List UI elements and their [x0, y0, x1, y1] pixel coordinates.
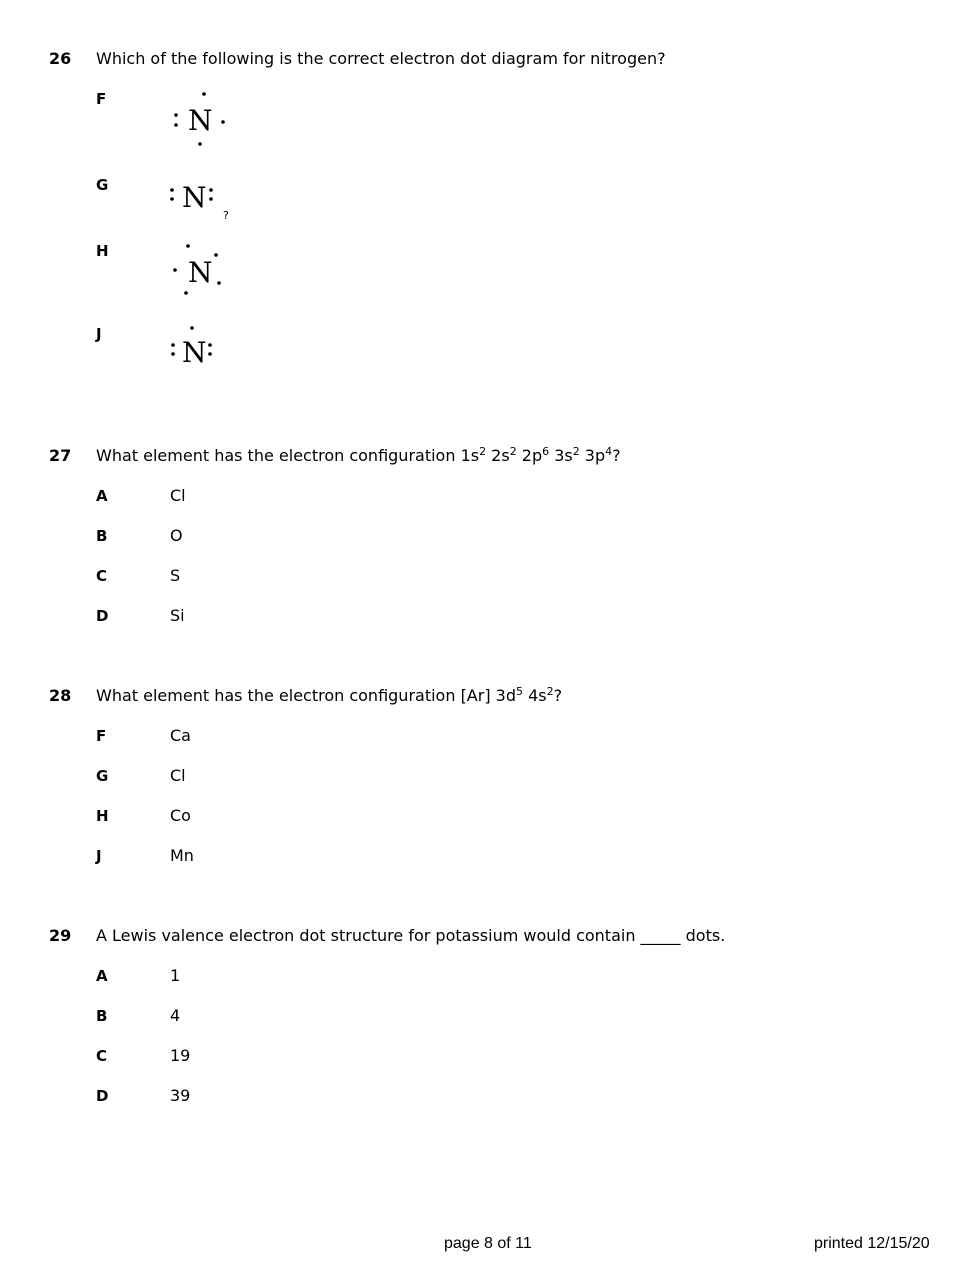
option-answer-29-c: 19 [170, 1046, 191, 1065]
printed-date: printed 12/15/20 [814, 1235, 930, 1252]
question-mark-note: ? [223, 209, 229, 222]
option-letter-28-f: F [96, 727, 107, 745]
element-symbol: N [188, 256, 213, 289]
option-answer-29-b: 4 [170, 1006, 181, 1025]
option-answer-27-a: Cl [170, 486, 186, 505]
question-text-28: What element has the electron configuration [Ar] $3d^5$ $4s^2$? [96, 685, 563, 705]
option-letter-26-h: H [96, 242, 109, 260]
option-answer-27-b: O [170, 526, 183, 545]
option-letter-28-h: H [96, 807, 109, 825]
element-symbol: N [182, 181, 207, 214]
option-answer-29-a: 1 [170, 966, 181, 985]
option-letter-27-a: A [96, 487, 108, 505]
option-letter-29-c: C [96, 1047, 108, 1065]
question-number-29: 29 [49, 926, 72, 945]
question-number-26: 26 [49, 49, 72, 68]
option-letter-29-a: A [96, 967, 108, 985]
option-answer-28-f: Ca [170, 726, 191, 745]
option-letter-28-g: G [96, 767, 109, 785]
option-answer-28-j: Mn [170, 846, 194, 865]
dot-diagram-26-f [160, 82, 240, 152]
option-letter-29-d: D [96, 1087, 109, 1105]
option-answer-27-d: Si [170, 606, 185, 625]
option-answer-27-c: S [170, 566, 181, 585]
dot-diagram-26-j [160, 320, 240, 370]
page-number: page 8 of 11 [444, 1235, 532, 1252]
question-text-26: Which of the following is the correct electron dot diagram for nitrogen? [96, 49, 666, 68]
question-text-29: A Lewis valence electron dot structure for potassium would contain _____ dots. [96, 926, 726, 945]
option-letter-26-g: G [96, 176, 109, 194]
question-number-27: 27 [49, 446, 72, 465]
option-letter-26-f: F [96, 90, 107, 108]
option-answer-29-d: 39 [170, 1086, 191, 1105]
option-letter-27-b: B [96, 527, 108, 545]
question-text-27: What element has the electron configuration $1s^2$ $2s^2$ $2p^6$ $3s^2$ $3p^4$? [96, 445, 621, 465]
option-letter-29-b: B [96, 1007, 108, 1025]
dot-diagram-26-h [160, 238, 240, 298]
element-symbol: N [182, 336, 207, 369]
element-symbol: N [188, 104, 213, 137]
option-answer-28-h: Co [170, 806, 191, 825]
option-answer-28-g: Cl [170, 766, 186, 785]
option-letter-27-c: C [96, 567, 108, 585]
question-number-28: 28 [49, 686, 72, 705]
option-letter-28-j: J [96, 847, 102, 865]
option-letter-26-j: J [96, 325, 102, 343]
option-letter-27-d: D [96, 607, 109, 625]
